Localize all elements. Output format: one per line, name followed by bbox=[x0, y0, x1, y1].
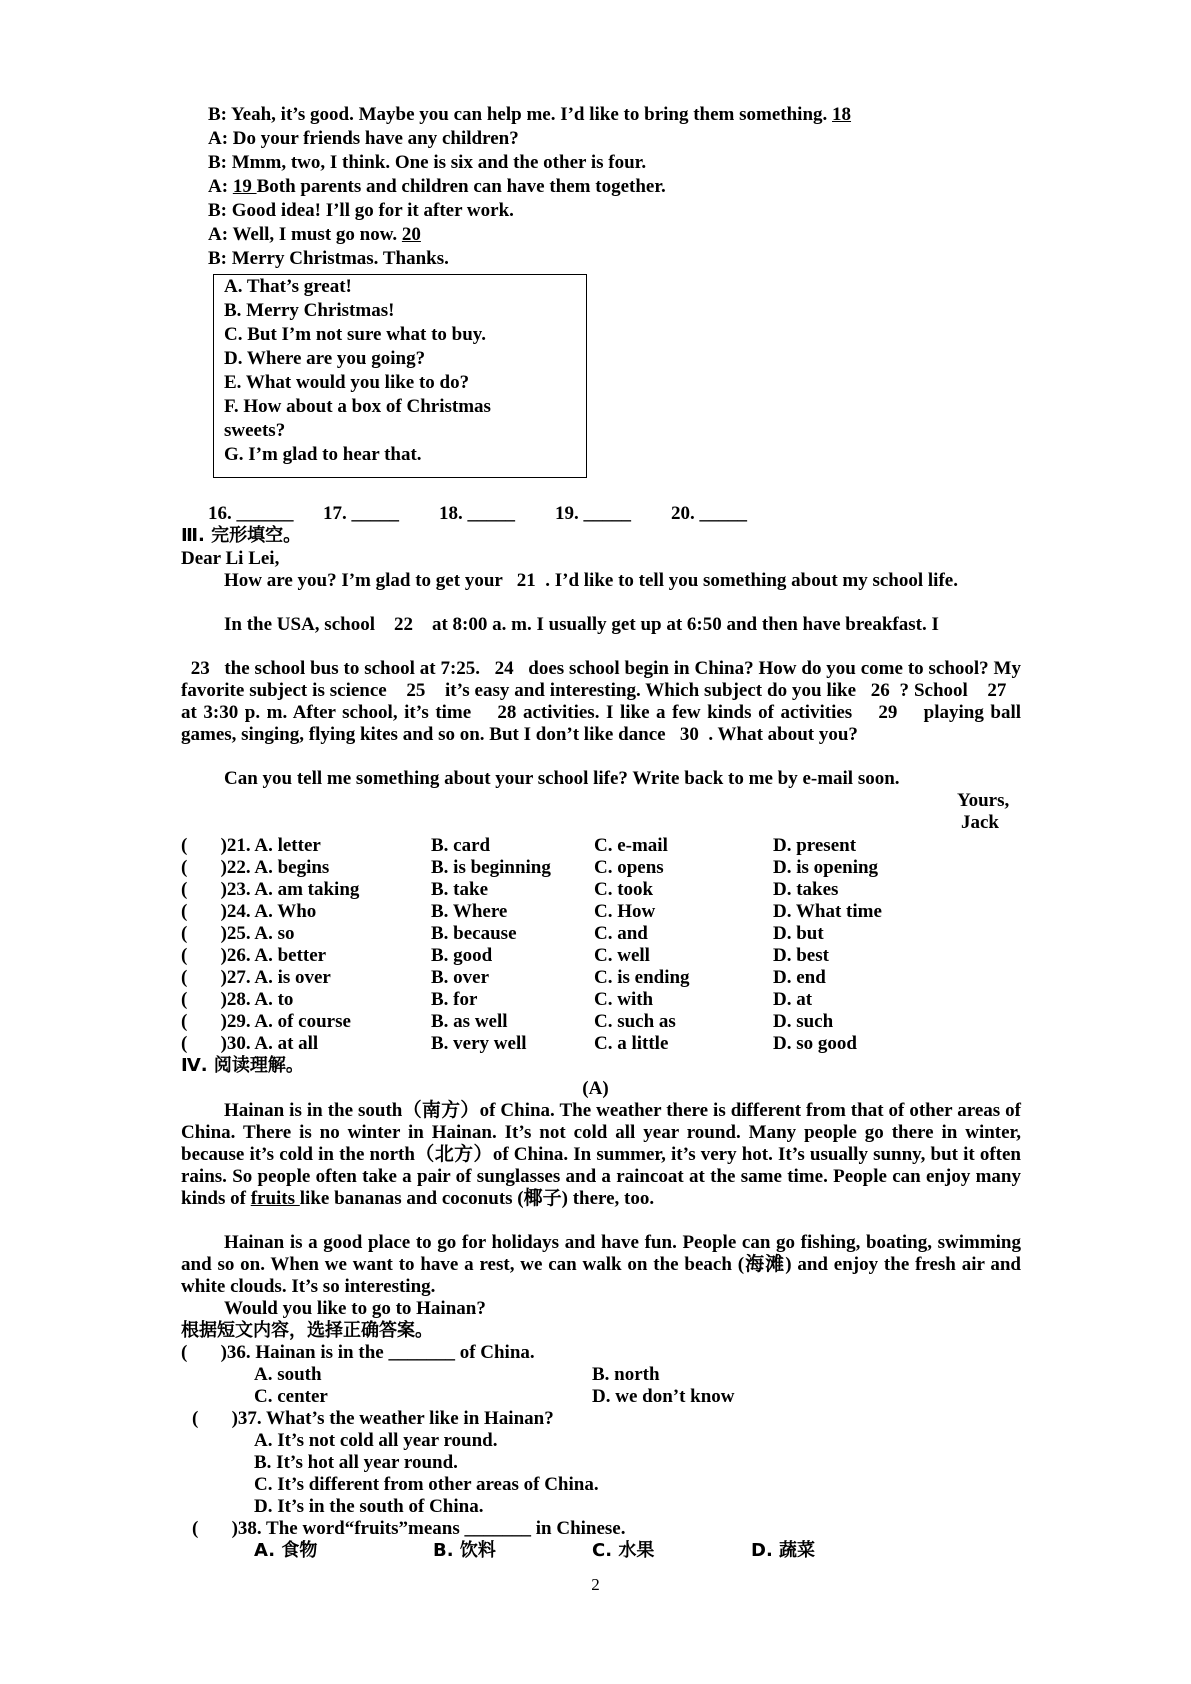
mc-24-option-b: B. Where bbox=[431, 901, 508, 922]
mc-23-option-c: C. took bbox=[594, 879, 654, 900]
q37-option-c: C. It’s different from other areas of China. bbox=[254, 1474, 599, 1495]
option-f-cont: sweets? bbox=[224, 420, 286, 441]
q38-option-d: D. 蔬菜 bbox=[751, 1540, 816, 1561]
letter-paragraph-4: Can you tell me something about your school life? Write back to me by e-mail soon. bbox=[224, 768, 900, 789]
letter-closing: Yours, bbox=[957, 790, 1010, 811]
options-box bbox=[213, 274, 587, 478]
answer-slot-18: 18. _____ bbox=[439, 503, 515, 524]
blank-18: 18 bbox=[832, 104, 852, 125]
q36-option-b: B. north bbox=[592, 1364, 660, 1385]
mc-30-option-d: D. so good bbox=[773, 1033, 857, 1054]
question-36: ( )36. Hainan is in the _______ of China. bbox=[181, 1342, 535, 1363]
dialogue-text: Both parents and children can have them together. bbox=[256, 176, 666, 197]
mc-28-option-b: B. for bbox=[431, 989, 478, 1010]
mc-22-question: ( )22. A. begins bbox=[181, 857, 330, 878]
answer-slot-16: 16. ______ bbox=[208, 503, 294, 524]
question-38: ( )38. The word“fruits”means _______ in Chinese. bbox=[192, 1518, 626, 1539]
mc-24-option-c: C. How bbox=[594, 901, 656, 922]
mc-26-question: ( )26. A. better bbox=[181, 945, 327, 966]
mc-24-question: ( )24. A. Who bbox=[181, 901, 317, 922]
blank-19: 19 bbox=[232, 176, 257, 197]
mc-25-option-c: C. and bbox=[594, 923, 648, 944]
mc-29-question: ( )29. A. of course bbox=[181, 1011, 351, 1032]
page-number: 2 bbox=[591, 1575, 600, 1594]
passage-label: (A) bbox=[582, 1078, 609, 1099]
dialogue-line-2: A: Do your friends have any children? bbox=[208, 128, 519, 149]
passage-paragraph-1 bbox=[181, 1100, 1021, 1210]
dialogue-line-6 bbox=[208, 224, 421, 246]
dialogue-line-5: B: Good idea! I’ll go for it after work. bbox=[208, 200, 514, 221]
q37-option-b: B. It’s hot all year round. bbox=[254, 1452, 458, 1473]
mc-27-option-b: B. over bbox=[431, 967, 490, 988]
question-37: ( )37. What’s the weather like in Hainan? bbox=[192, 1408, 554, 1429]
q38-option-b: B. 饮料 bbox=[433, 1540, 496, 1561]
mc-27-option-d: D. end bbox=[773, 967, 826, 988]
option-f: F. How about a box of Christmas bbox=[224, 396, 491, 417]
mc-26-option-d: D. best bbox=[773, 945, 829, 966]
passage-paragraph-3: Would you like to go to Hainan? bbox=[224, 1298, 486, 1319]
dialogue-text: A: Well, I must go now. bbox=[208, 224, 402, 245]
answer-slot-17: 17. _____ bbox=[323, 503, 399, 524]
mc-21-option-b: B. card bbox=[431, 835, 491, 856]
mc-25-question: ( )25. A. so bbox=[181, 923, 295, 944]
dialogue-line-4 bbox=[208, 176, 666, 198]
mc-25-option-d: D. but bbox=[773, 923, 824, 944]
section-4-heading: Ⅳ. 阅读理解。 bbox=[181, 1055, 304, 1076]
underlined-word: fruits bbox=[250, 1188, 300, 1209]
q36-option-d: D. we don’t know bbox=[592, 1386, 735, 1407]
mc-24-option-d: D. What time bbox=[773, 901, 882, 922]
dialogue-line-1 bbox=[208, 104, 851, 126]
mc-28-option-d: D. at bbox=[773, 989, 813, 1010]
mc-29-option-d: D. such bbox=[773, 1011, 834, 1032]
mc-21-option-c: C. e-mail bbox=[594, 835, 668, 856]
option-a: A. That’s great! bbox=[224, 276, 352, 297]
instruction: 根据短文内容，选择正确答案。 bbox=[181, 1320, 433, 1341]
mc-29-option-b: B. as well bbox=[431, 1011, 508, 1032]
mc-29-option-c: C. such as bbox=[594, 1011, 676, 1032]
letter-signature: Jack bbox=[961, 812, 999, 833]
q36-option-a: A. south bbox=[254, 1364, 322, 1385]
mc-26-option-c: C. well bbox=[594, 945, 650, 966]
letter-greeting: Dear Li Lei, bbox=[181, 548, 280, 569]
mc-22-option-b: B. is beginning bbox=[431, 857, 551, 878]
dialogue-line-7: B: Merry Christmas. Thanks. bbox=[208, 248, 449, 269]
option-e: E. What would you like to do? bbox=[224, 372, 470, 393]
q37-option-a: A. It’s not cold all year round. bbox=[254, 1430, 498, 1451]
answer-slot-20: 20. _____ bbox=[671, 503, 747, 524]
mc-23-option-d: D. takes bbox=[773, 879, 839, 900]
mc-23-question: ( )23. A. am taking bbox=[181, 879, 360, 900]
q36-option-c: C. center bbox=[254, 1386, 328, 1407]
letter-paragraph-1: How are you? I’m glad to get your 21 . I’d like to tell you something about my school life. bbox=[224, 570, 958, 591]
letter-paragraph-3: 23 the school bus to school at 7:25. 24 does school begin in China? How do you come to school? My favorite subject is science 25 it’s easy and interesting. Which subject do you like 26 ? School 27 at 3:30 p. m. After school, it’s time 28 activities. I like a few kinds of activities 29 playing ball games, singing, flying kites and so on. But I don’t like dance 30 . What about you? bbox=[181, 658, 1021, 745]
mc-28-option-c: C. with bbox=[594, 989, 654, 1010]
letter-paragraph-2: In the USA, school 22 at 8:00 a. m. I usually get up at 6:50 and then have breakfast. I bbox=[224, 614, 939, 635]
option-b: B. Merry Christmas! bbox=[224, 300, 395, 321]
option-c: C. But I’m not sure what to buy. bbox=[224, 324, 486, 345]
mc-25-option-b: B. because bbox=[431, 923, 517, 944]
mc-30-option-b: B. very well bbox=[431, 1033, 527, 1054]
mc-22-option-d: D. is opening bbox=[773, 857, 879, 878]
dialogue-line-3: B: Mmm, two, I think. One is six and the other is four. bbox=[208, 152, 647, 173]
dialogue-text: A: bbox=[208, 176, 233, 197]
mc-30-question: ( )30. A. at all bbox=[181, 1033, 319, 1054]
q38-option-a: A. 食物 bbox=[254, 1540, 318, 1561]
mc-27-question: ( )27. A. is over bbox=[181, 967, 331, 988]
mc-27-option-c: C. is ending bbox=[594, 967, 690, 988]
passage-text: Hainan is in the south（南方）of China. The weather there is different from that of other areas of China. There is no winter in Hainan. It’s not cold all year round. Many people go there in winter, because it’s cold in the north（北方）of China. In summer, it’s very hot. It’s usually sunny, but it often rains. So people often take a pair of sunglasses and a raincoat at the same time. People can enjoy many kinds of bbox=[181, 1100, 1021, 1209]
q37-option-d: D. It’s in the south of China. bbox=[254, 1496, 484, 1517]
mc-26-option-b: B. good bbox=[431, 945, 493, 966]
dialogue-text: B: Yeah, it’s good. Maybe you can help me. I’d like to bring them something. bbox=[208, 104, 833, 125]
passage-paragraph-2: Hainan is a good place to go for holidays and have fun. People can go fishing, boating, swimming and so on. When we want to have a rest, we can walk on the beach (海滩) and enjoy the fresh air and white clouds. It’s so interesting. bbox=[181, 1232, 1021, 1297]
mc-22-option-c: C. opens bbox=[594, 857, 664, 878]
answer-slot-19: 19. _____ bbox=[555, 503, 631, 524]
option-d: D. Where are you going? bbox=[224, 348, 426, 369]
passage-text: like bananas and coconuts (椰子) there, too. bbox=[299, 1188, 655, 1209]
blank-20: 20 bbox=[401, 224, 421, 245]
mc-21-question: ( )21. A. letter bbox=[181, 835, 321, 856]
section-3-heading: Ⅲ. 完形填空。 bbox=[181, 525, 302, 546]
mc-28-question: ( )28. A. to bbox=[181, 989, 294, 1010]
mc-23-option-b: B. take bbox=[431, 879, 488, 900]
mc-21-option-d: D. present bbox=[773, 835, 857, 856]
mc-30-option-c: C. a little bbox=[594, 1033, 669, 1054]
option-g: G. I’m glad to hear that. bbox=[224, 444, 422, 465]
q38-option-c: C. 水果 bbox=[592, 1540, 655, 1561]
